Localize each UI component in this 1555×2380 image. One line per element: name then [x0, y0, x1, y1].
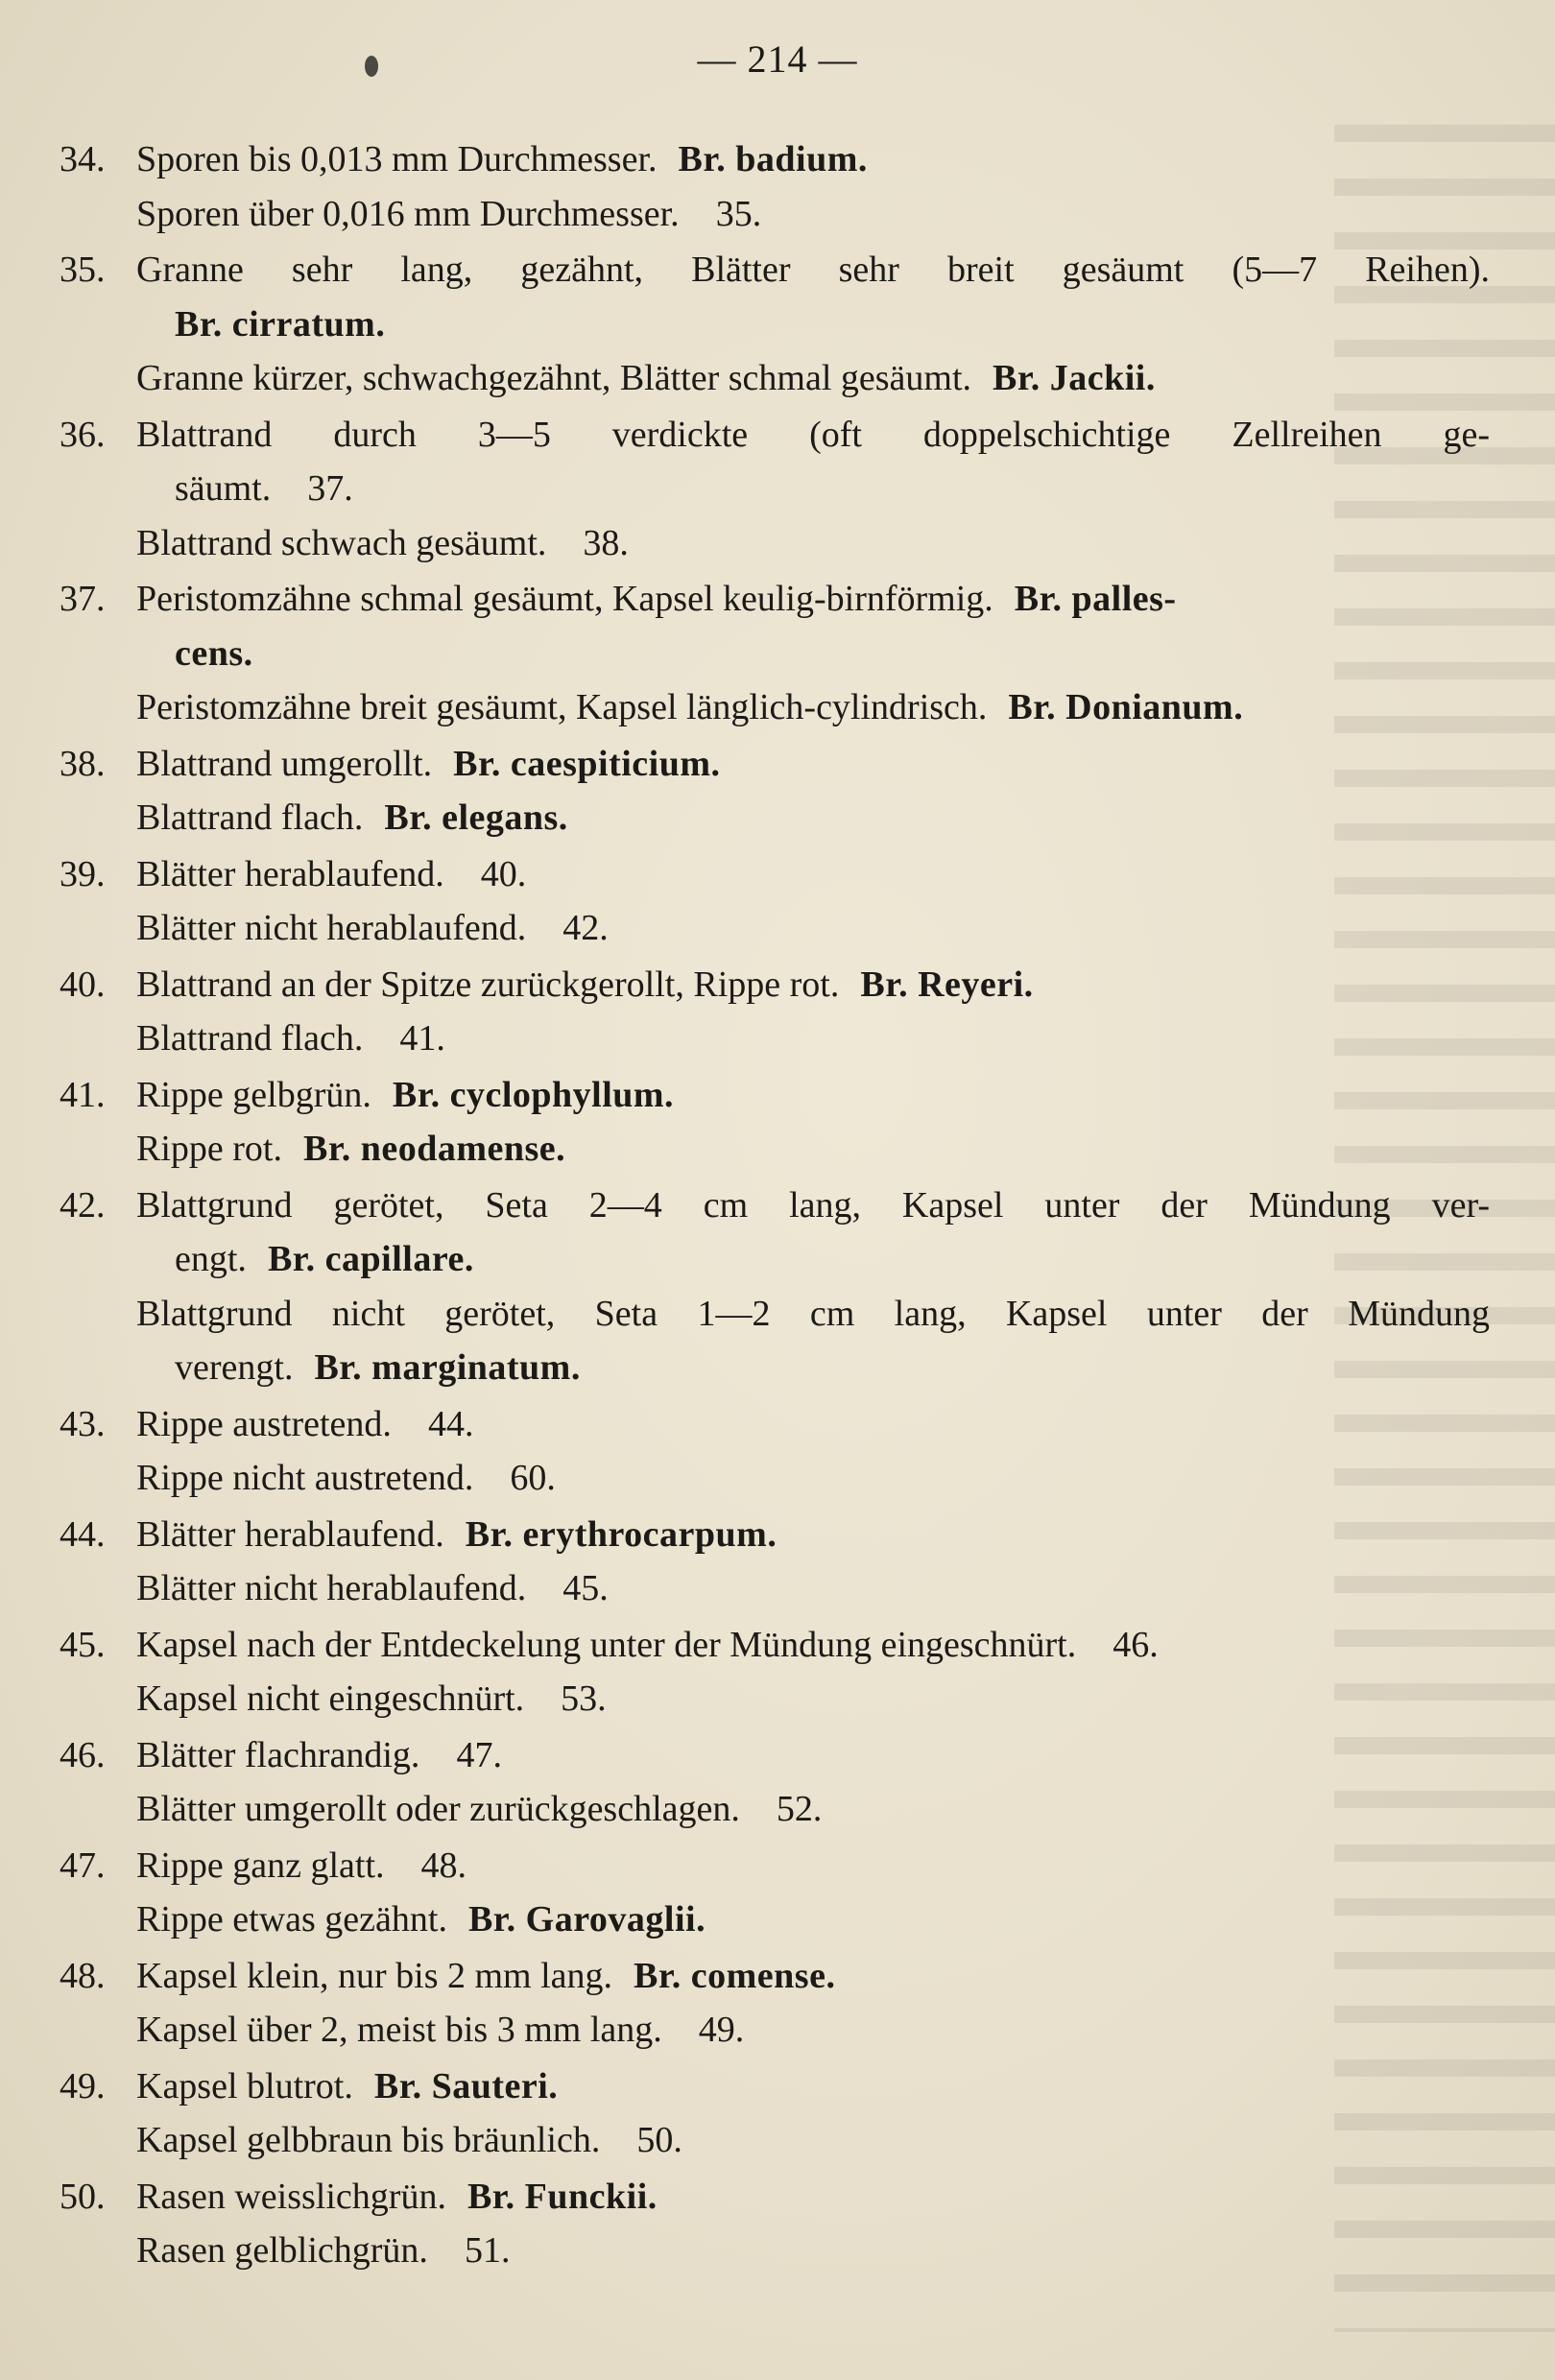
entry-text — [60, 1561, 1490, 1616]
entry-text — [60, 1892, 1490, 1947]
cross-reference-number: 47. — [456, 1734, 502, 1775]
description-text: Kapsel klein, nur bis 2 mm lang. — [136, 1955, 613, 1996]
key-entry — [60, 1949, 1490, 2058]
entry-line-primary — [60, 1728, 1490, 1783]
species-name: Br. neodamense. — [302, 1129, 566, 1169]
key-entry — [60, 408, 1490, 571]
entry-line-alternative — [60, 351, 1490, 406]
key-entry — [60, 958, 1490, 1066]
entry-line-continuation — [60, 462, 1490, 516]
cross-reference-number: 41. — [399, 1018, 445, 1059]
description-text: verengt. — [175, 1347, 294, 1388]
cross-reference-number: 53. — [561, 1678, 607, 1719]
entry-line-primary — [60, 1949, 1490, 2004]
entry-line-primary — [60, 1068, 1490, 1123]
description-text: Sporen über 0,016 mm Durchmesser. — [136, 193, 680, 234]
entry-line-continuation — [60, 1341, 1490, 1395]
cross-reference-number: 45. — [562, 1568, 609, 1608]
key-entry — [60, 847, 1490, 956]
entry-line-alternative — [60, 2224, 1490, 2278]
description-text: Kapsel nach der Entdeckelung unter der Mündung eingeschnürt. — [136, 1624, 1077, 1665]
entry-number: 49. — [60, 2065, 106, 2106]
entry-line-primary — [60, 1397, 1490, 1452]
entry-text — [60, 627, 1490, 681]
description-text: Blattrand umgerollt. — [136, 743, 433, 784]
entry-text — [60, 1341, 1490, 1395]
page-number: — 214 — — [697, 37, 858, 81]
entry-number: 50. — [60, 2176, 106, 2217]
entry-line-primary — [60, 572, 1490, 627]
species-name: Br. elegans. — [384, 797, 568, 838]
entry-line-primary — [60, 1178, 1490, 1233]
entry-line-continuation — [60, 627, 1490, 681]
entry-number: 40. — [60, 964, 106, 1005]
cross-reference-number: 48. — [420, 1844, 467, 1886]
cross-reference-number: 49. — [698, 2010, 745, 2050]
cross-reference-number: 60. — [510, 1458, 556, 1498]
key-entry — [60, 1068, 1490, 1177]
species-name: Br. Funckii. — [466, 2176, 658, 2217]
description-text: Kapsel über 2, meist bis 3 mm lang. — [136, 2010, 662, 2050]
entry-line-alternative — [60, 2113, 1490, 2168]
entry-text — [60, 1122, 1490, 1177]
entry-line-alternative — [60, 2003, 1490, 2058]
key-entry — [60, 132, 1490, 241]
entry-text — [60, 351, 1490, 406]
entry-text — [136, 958, 1490, 1012]
species-name: Br. badium. — [678, 139, 868, 179]
entry-text — [60, 1232, 1490, 1287]
entry-line-alternative — [60, 1672, 1490, 1726]
key-entry — [60, 2170, 1490, 2278]
entry-line-alternative — [60, 1122, 1490, 1177]
cross-reference-number: 51. — [464, 2230, 511, 2271]
species-name: Br. marginatum. — [314, 1347, 581, 1388]
description-text: Peristomzähne breit gesäumt, Kapsel länglich-cylindrisch. — [136, 687, 988, 727]
entry-text — [60, 2224, 1490, 2278]
description-text: Blätter nicht herablaufend. — [136, 908, 527, 948]
key-entry — [60, 572, 1490, 735]
key-entry — [60, 1178, 1490, 1395]
entry-line-primary — [60, 1839, 1490, 1893]
entry-number: 44. — [60, 1513, 106, 1555]
description-text: Blätter nicht herablaufend. — [136, 1568, 527, 1608]
entry-line-primary — [60, 847, 1490, 902]
entry-number: 43. — [60, 1403, 106, 1444]
description-text: Rippe ganz glatt. — [136, 1844, 385, 1886]
entry-line-primary — [60, 243, 1490, 298]
species-name: Br. comense. — [634, 1955, 836, 1996]
entry-number: 42. — [60, 1184, 106, 1226]
entry-text — [60, 901, 1490, 956]
description-text: Blattrand flach. — [136, 797, 364, 838]
cross-reference-number: 42. — [562, 908, 609, 948]
entry-text — [60, 1012, 1490, 1066]
entry-number: 34. — [60, 139, 106, 179]
entry-text — [136, 2170, 1490, 2225]
entry-line-primary — [60, 2059, 1490, 2114]
entry-text — [60, 2003, 1490, 2058]
description-text: Granne kürzer, schwachgezähnt, Blätter schmal gesäumt. — [136, 358, 972, 398]
entry-line-primary — [60, 958, 1490, 1012]
entry-text — [60, 1287, 1490, 1342]
description-text: Blätter umgerollt oder zurückgeschlagen. — [136, 1789, 740, 1829]
cross-reference-number: 37. — [307, 468, 353, 509]
entry-line-primary — [60, 737, 1490, 792]
description-text: Blätter herablaufend. — [136, 1513, 444, 1555]
entry-text — [136, 737, 1490, 792]
description-text: Blätter herablaufend. — [136, 853, 444, 894]
entry-text — [136, 1397, 1490, 1452]
description-text: Rippe nicht austretend. — [136, 1458, 474, 1498]
cross-reference-number: 38. — [583, 522, 629, 563]
description-text: Blattrand an der Spitze zurückgerollt, Rippe rot. — [136, 964, 840, 1005]
entry-text — [60, 1451, 1490, 1506]
species-name: Br. capillare. — [267, 1239, 474, 1279]
key-entry — [60, 1839, 1490, 1947]
description-text: Blattrand schwach gesäumt. — [136, 522, 547, 563]
entry-line-continuation — [60, 298, 1490, 352]
species-name: Br. Reyeri. — [860, 964, 1034, 1005]
entry-text — [60, 298, 1490, 352]
entry-text — [60, 462, 1490, 516]
entry-line-primary — [60, 408, 1490, 463]
entry-text — [136, 132, 1490, 187]
entry-text — [136, 1508, 1490, 1562]
entry-number: 48. — [60, 1955, 106, 1996]
cross-reference-number: 46. — [1112, 1624, 1159, 1665]
entry-text — [136, 1068, 1490, 1123]
species-name: Br. Sauteri. — [373, 2065, 559, 2106]
key-entry — [60, 1508, 1490, 1616]
entry-line-alternative — [60, 901, 1490, 956]
description-text: Blattgrund nicht gerötet, Seta 1—2 cm lang, Kapsel unter der Mündung — [136, 1293, 1490, 1334]
entry-text — [136, 1728, 1490, 1783]
key-entry — [60, 737, 1490, 845]
entry-text — [60, 1782, 1490, 1837]
species-name: Br. cirratum. — [175, 303, 386, 345]
description-text: Peristomzähne schmal gesäumt, Kapsel keulig-birnförmig. — [136, 579, 993, 619]
entry-text — [60, 680, 1490, 735]
entry-text — [136, 1178, 1490, 1233]
entry-number: 39. — [60, 853, 106, 894]
entry-line-alternative — [60, 1782, 1490, 1837]
key-entry — [60, 1397, 1490, 1506]
cross-reference-number: 50. — [636, 2120, 682, 2160]
entry-line-alternative — [60, 1561, 1490, 1616]
entry-number: 47. — [60, 1844, 106, 1886]
entry-number: 45. — [60, 1624, 106, 1665]
species-name: Br. caespiticium. — [453, 743, 721, 784]
description-text: Sporen bis 0,013 mm Durchmesser. — [136, 139, 658, 179]
entry-line-primary — [60, 1508, 1490, 1562]
description-text: Blattgrund gerötet, Seta 2—4 cm lang, Kapsel unter der Mündung ver- — [136, 1184, 1490, 1226]
description-text: Blattrand flach. — [136, 1018, 364, 1059]
entry-number: 35. — [60, 250, 106, 290]
entry-number: 37. — [60, 579, 106, 619]
entry-line-alternative — [60, 680, 1490, 735]
cross-reference-number: 52. — [776, 1789, 823, 1829]
entry-number: 36. — [60, 414, 106, 455]
entry-text — [136, 1839, 1490, 1893]
entry-number: 46. — [60, 1734, 106, 1775]
entry-text — [136, 408, 1490, 463]
description-text: Granne sehr lang, gezähnt, Blätter sehr breit gesäumt (5—7 Reihen). — [136, 250, 1490, 290]
key-entry — [60, 243, 1490, 406]
description-text: Kapsel blutrot. — [136, 2065, 353, 2106]
entry-text — [60, 1672, 1490, 1726]
description-text: engt. — [175, 1239, 247, 1279]
description-text: Kapsel gelbbraun bis bräunlich. — [136, 2120, 601, 2160]
description-text: Rippe austretend. — [136, 1403, 392, 1444]
cross-reference-number: 44. — [427, 1403, 474, 1444]
entry-number: 41. — [60, 1074, 106, 1115]
cross-reference-number: 35. — [715, 193, 762, 234]
entry-number: 38. — [60, 743, 106, 784]
species-name: Br. erythrocarpum. — [465, 1513, 778, 1555]
entry-line-alternative — [60, 1287, 1490, 1342]
species-name: Br. Donianum. — [1008, 687, 1244, 727]
entry-line-alternative — [60, 1012, 1490, 1066]
entry-line-alternative — [60, 516, 1490, 571]
entry-line-primary — [60, 2170, 1490, 2225]
description-text: Blattrand durch 3—5 verdickte (oft doppelschichtige Zellreihen ge- — [136, 414, 1490, 455]
entry-text — [136, 1618, 1490, 1673]
species-name: Br. Garovaglii. — [467, 1899, 706, 1940]
species-name: Br. cyclophyllum. — [392, 1074, 675, 1115]
description-text: Rasen gelblichgrün. — [136, 2230, 428, 2271]
entry-text — [60, 2113, 1490, 2168]
cross-reference-number: 40. — [480, 853, 527, 894]
description-text: Rippe etwas gezähnt. — [136, 1899, 447, 1940]
entry-text — [60, 187, 1490, 242]
description-text: säumt. — [175, 468, 272, 509]
entry-text — [60, 516, 1490, 571]
entry-text — [136, 2059, 1490, 2114]
entry-line-alternative — [60, 791, 1490, 845]
description-text: Blätter flachrandig. — [136, 1734, 420, 1775]
entry-line-primary — [60, 132, 1490, 187]
entry-text — [60, 791, 1490, 845]
key-entry — [60, 1728, 1490, 1837]
entry-line-alternative — [60, 1892, 1490, 1947]
entry-text — [136, 1949, 1490, 2004]
entry-text — [136, 572, 1490, 627]
entry-line-alternative — [60, 1451, 1490, 1506]
entry-line-alternative — [60, 187, 1490, 242]
key-entries — [60, 132, 1490, 2280]
species-name: Br. palles- — [1014, 579, 1177, 619]
key-entry — [60, 1618, 1490, 1726]
species-name: cens. — [175, 632, 253, 674]
entry-text — [136, 847, 1490, 902]
entry-line-continuation — [60, 1232, 1490, 1287]
description-text: Rippe rot. — [136, 1129, 282, 1169]
description-text: Kapsel nicht eingeschnürt. — [136, 1678, 525, 1719]
description-text: Rasen weisslichgrün. — [136, 2176, 446, 2217]
description-text: Rippe gelbgrün. — [136, 1074, 371, 1115]
key-entry — [60, 2059, 1490, 2168]
entry-line-primary — [60, 1618, 1490, 1673]
species-name: Br. Jackii. — [993, 358, 1156, 398]
entry-text — [136, 243, 1490, 298]
